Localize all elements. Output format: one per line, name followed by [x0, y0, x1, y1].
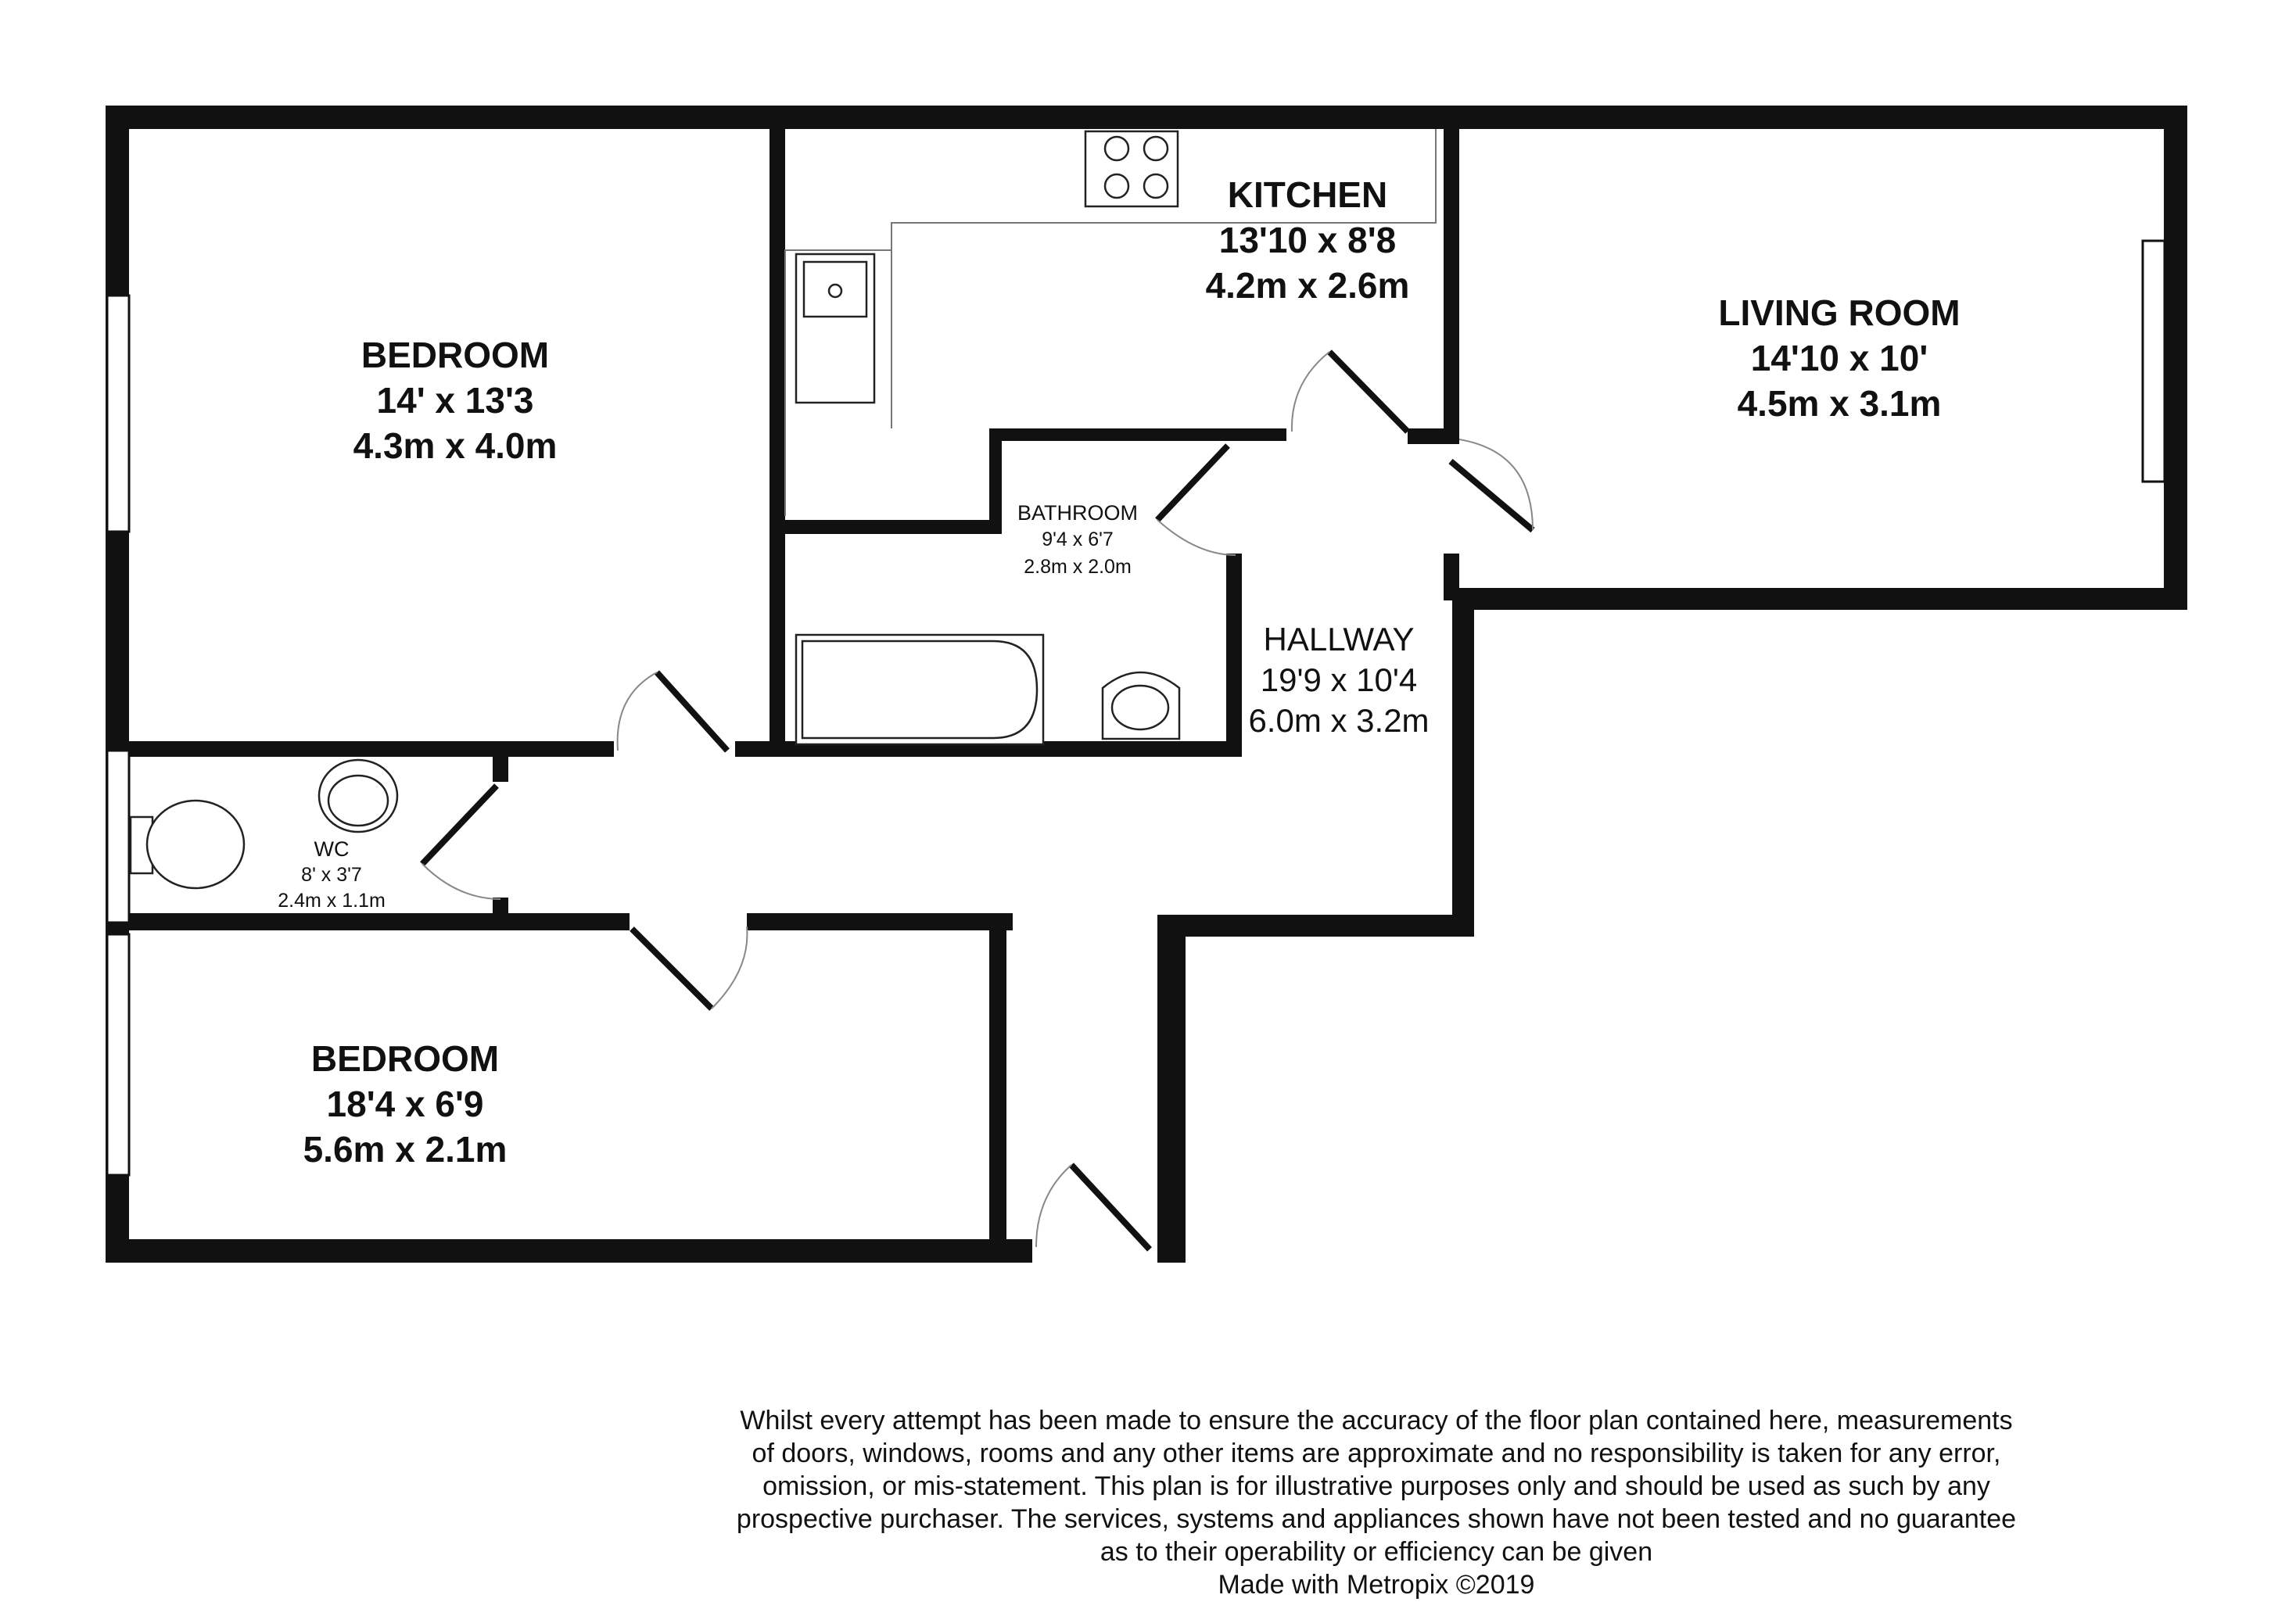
- bathroom-fixtures: [796, 635, 1179, 744]
- door-bedroom2: [632, 926, 747, 1009]
- label-living: [1718, 292, 1960, 424]
- label-bathroom: [1017, 501, 1138, 578]
- kitchen-metric: 4.2m x 2.6m: [1205, 265, 1410, 306]
- door-front: [1036, 1165, 1150, 1249]
- door-wc: [422, 786, 500, 899]
- wc-imperial: 8' x 3'7: [301, 864, 362, 886]
- toilet-icon: [131, 801, 244, 888]
- door-bedroom1: [618, 672, 727, 751]
- window-bedroom1: [107, 296, 129, 532]
- door-kitchen: [1292, 352, 1408, 432]
- label-bedroom2: [303, 1038, 508, 1170]
- bathroom-imperial: 9'4 x 6'7: [1042, 529, 1114, 550]
- label-wc: [278, 837, 386, 912]
- living-name: LIVING ROOM: [1718, 292, 1961, 333]
- disclaimer-line: omission, or mis-statement. This plan is for illustrative purposes only and should be used as such by any: [762, 1471, 1990, 1501]
- window-bedroom2: [107, 934, 129, 1175]
- disclaimer-line: of doors, windows, rooms and any other items are approximate and no responsibility is taken for any error,: [752, 1439, 2001, 1468]
- bedroom1-imperial: 14' x 13'3: [376, 380, 534, 421]
- disclaimer-line: Whilst every attempt has been made to ensure the accuracy of the floor plan contained here, measurements: [740, 1406, 2013, 1435]
- basin-icon: [1103, 672, 1179, 739]
- disclaimer: [657, 1404, 2096, 1601]
- hallway-metric: 6.0m x 3.2m: [1248, 702, 1430, 739]
- bedroom2-imperial: 18'4 x 6'9: [326, 1084, 484, 1124]
- disclaimer-line: prospective purchaser. The services, systems and appliances shown have not been tested and no guarantee: [736, 1504, 2017, 1534]
- bedroom2-metric: 5.6m x 2.1m: [303, 1129, 508, 1170]
- bedroom1-name: BEDROOM: [361, 335, 550, 375]
- bathroom-name: BATHROOM: [1017, 501, 1138, 525]
- bedroom1-metric: 4.3m x 4.0m: [353, 425, 558, 466]
- label-bedroom1: [353, 335, 558, 466]
- kitchen-name: KITCHEN: [1227, 174, 1388, 215]
- credit-line: Made with Metropix ©2019: [1218, 1570, 1535, 1600]
- bedroom2-name: BEDROOM: [310, 1038, 500, 1079]
- living-metric: 4.5m x 3.1m: [1737, 383, 1942, 424]
- hob-icon: [1085, 131, 1178, 206]
- label-hallway: [1248, 621, 1429, 739]
- window-living: [2143, 241, 2165, 482]
- door-living: [1451, 439, 1533, 530]
- window-wc: [107, 751, 129, 923]
- hallway-imperial: 19'9 x 10'4: [1260, 661, 1418, 698]
- wc-basin-icon: [319, 760, 397, 832]
- bathroom-metric: 2.8m x 2.0m: [1024, 556, 1132, 578]
- hallway-name: HALLWAY: [1263, 621, 1415, 658]
- doors: [422, 352, 1533, 1249]
- label-kitchen: [1206, 174, 1410, 306]
- disclaimer-line: as to their operability or efficiency can be given: [1100, 1537, 1653, 1567]
- wc-name: WC: [314, 837, 350, 861]
- kitchen-imperial: 13'10 x 8'8: [1218, 220, 1397, 260]
- living-imperial: 14'10 x 10': [1750, 338, 1928, 378]
- door-bathroom: [1157, 446, 1236, 555]
- wc-metric: 2.4m x 1.1m: [278, 890, 386, 912]
